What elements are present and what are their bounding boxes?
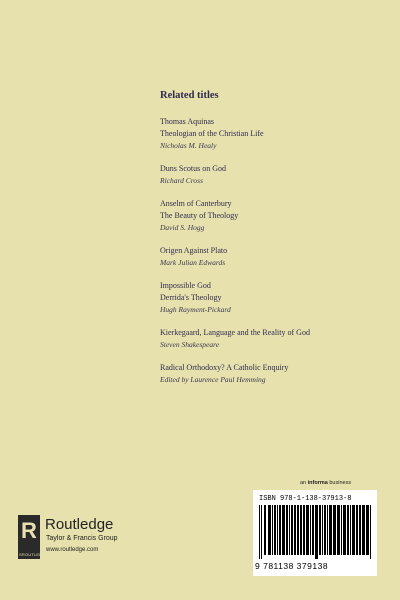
publisher-name: Routledge [45,516,114,533]
related-title-entry [160,280,390,316]
barcode-bar [259,505,260,559]
barcode-bar [319,505,321,555]
barcode-bar [261,505,262,559]
related-titles-list [160,116,390,397]
barcode-bar [341,505,342,555]
barcode-bar [289,505,290,555]
book-title-line: Anselm of Canterbury [160,199,232,208]
logo-vertical-text: SROUTLEDGE [19,552,49,557]
barcode-bar [327,505,328,555]
barcode-bar [333,505,336,555]
barcode-bar [272,505,273,555]
book-author: Mark Julian Edwards [160,258,226,267]
book-title-line: Derrida's Theology [160,293,222,302]
barcode-bar [294,505,296,555]
book-author: Richard Cross [160,176,203,185]
informa-prefix: an [300,480,308,486]
related-title-entry [160,198,390,234]
barcode-bar [300,505,302,555]
related-title-entry [160,362,390,386]
barcode-bar [343,505,346,555]
book-title-line: Duns Scotus on God [160,164,227,173]
barcode-bar [303,505,305,555]
barcode-bar [352,505,355,555]
routledge-logo-icon [18,515,49,559]
book-title-line: Kierkegaard, Language and the Reality of God [160,328,310,337]
logo-letter: R [21,518,37,543]
barcode-bar [366,505,369,555]
barcode-icon [259,505,371,559]
barcode-bar [297,505,299,555]
book-author: Hugh Rayment-Pickard [160,305,231,314]
related-titles-heading: Related titles [160,90,219,101]
book-title-line: Radical Orthodoxy? A Catholic Enquiry [160,363,289,372]
barcode-bar [315,505,318,559]
barcode-bar [282,505,285,555]
barcode-bar [337,505,340,555]
barcode-bar [359,505,361,555]
informa-brand: informa [307,480,328,486]
barcode-bar [310,505,311,555]
book-author: Steven Shakespeare [160,340,220,349]
book-author: David S. Hogg [160,223,205,232]
related-title-entry [160,245,390,269]
informa-tagline [300,480,351,486]
related-title-entry [160,327,390,351]
barcode-bar [268,505,271,555]
barcode-bar [350,505,351,555]
book-title-line: Origen Against Plato [160,246,228,255]
barcode-bar [286,505,288,555]
related-title-entry [160,163,390,187]
barcode-bar [312,505,314,555]
publisher-url: www.routledge.com [46,547,99,553]
barcode-bar [370,505,371,559]
book-author: Edited by Laurence Paul Hemming [160,375,266,384]
book-title-line: Thomas Aquinas [160,117,214,126]
isbn-text: ISBN 978-1-138-37913-8 [259,495,352,503]
book-title-line: Impossible God [160,281,211,290]
barcode-bar [347,505,349,555]
barcode-bar [356,505,358,555]
barcode-bar [264,505,266,555]
barcode-bar [277,505,278,555]
barcode-bar [306,505,309,555]
barcode-bar [324,505,326,555]
barcode-bar [362,505,365,555]
barcode-digits: 9 781138 379138 [255,561,329,571]
book-author: Nicholas M. Healy [160,141,217,150]
barcode-panel [253,490,377,576]
barcode-bar [322,505,323,555]
related-title-entry [160,116,390,152]
barcode-bar [279,505,281,555]
barcode-bar [274,505,276,555]
book-title-line: Theologian of the Christian Life [160,129,264,138]
barcode-bar [291,505,293,555]
publisher-group: Taylor & Francis Group [46,535,118,542]
book-title-line: The Beauty of Theology [160,211,239,220]
publisher-logo [18,515,178,565]
informa-suffix: business [327,480,352,486]
barcode-bar [329,505,332,555]
